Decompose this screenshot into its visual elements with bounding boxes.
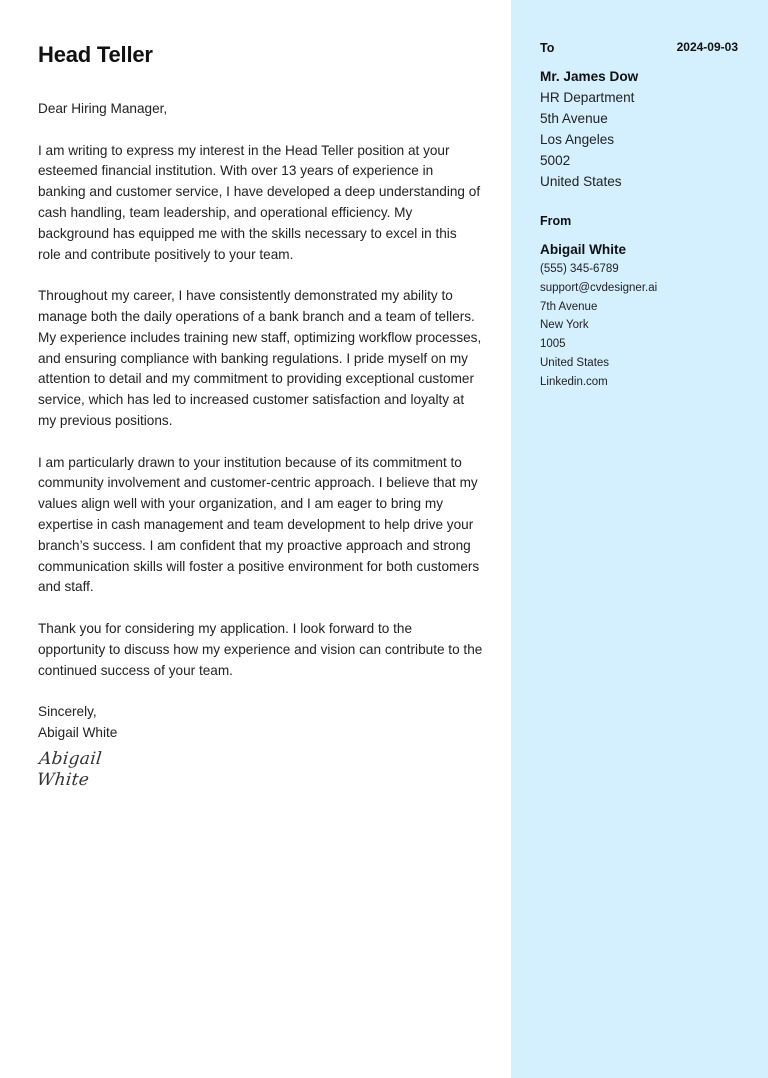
sender-heading: From: [540, 214, 572, 228]
paragraph-4: Thank you for considering my application. I look forward to the opportunity to discuss how my experience and vision can contribute to the continued success of your team.: [38, 620, 483, 678]
sender-email: support@cvdesigner.ai: [540, 281, 658, 294]
sender-contact: [540, 240, 760, 392]
sender-phone: (555) 345-6789: [540, 263, 619, 275]
document-title: Head Teller: [38, 42, 153, 67]
recipient-street: 5th Avenue: [540, 111, 608, 126]
paragraph-3: I am particularly drawn to your institution because of its commitment to community involvement and customer-centric approach. I believe that my values align well with your organization, and I am eager to bring my expertise in cash management and team development to help drive your branch’s success. I am confident that my proactive approach and strong communication skills will foster a positive environment for both customers and staff.: [38, 454, 480, 595]
recipient-name: Mr. James Dow: [540, 69, 639, 84]
sender-city: New York: [540, 319, 589, 332]
sender-country: United States: [540, 356, 610, 369]
recipient-department: HR Department: [540, 90, 635, 105]
sender-linkedin: Linkedin.com: [540, 375, 608, 388]
sender-street: 7th Avenue: [540, 300, 598, 313]
paragraph-2: Throughout my career, I have consistently demonstrated my ability to manage both the daily operations of a bank branch and a team of tellers. My experience includes training new staff, optimizing workflow processes, and ensuring compliance with banking regulations. I pride myself on my attention to detail and my commitment to providing exceptional customer service, which has led to increased customer satisfaction and loyalty at my previous positions.: [38, 288, 482, 428]
paragraph-1: I am writing to express my interest in the Head Teller position at your esteemed financial institution. With over 13 years of experience in banking and customer service, I have developed a deep understanding of cash handling, team leadership, and operational efficiency. My background has equipped me with the skills necessary to excel in this role and contribute positively to your team.: [38, 142, 481, 262]
salutation: Dear Hiring Manager,: [38, 101, 168, 116]
recipient-postal-code: 5002: [540, 153, 571, 168]
letter-date: 2024-09-03: [676, 40, 738, 54]
recipient-heading: To: [540, 41, 555, 55]
sender-postal-code: 1005: [540, 338, 566, 351]
closing-name: Abigail White: [38, 724, 118, 740]
recipient-city: Los Angeles: [540, 132, 615, 147]
closing: Sincerely,: [38, 704, 97, 720]
recipient-address: [540, 66, 760, 192]
handwritten-signature: Abigail White: [35, 748, 103, 790]
recipient-country: United States: [540, 174, 622, 189]
sender-name: Abigail White: [540, 242, 627, 257]
letter-body: [35, 99, 483, 790]
